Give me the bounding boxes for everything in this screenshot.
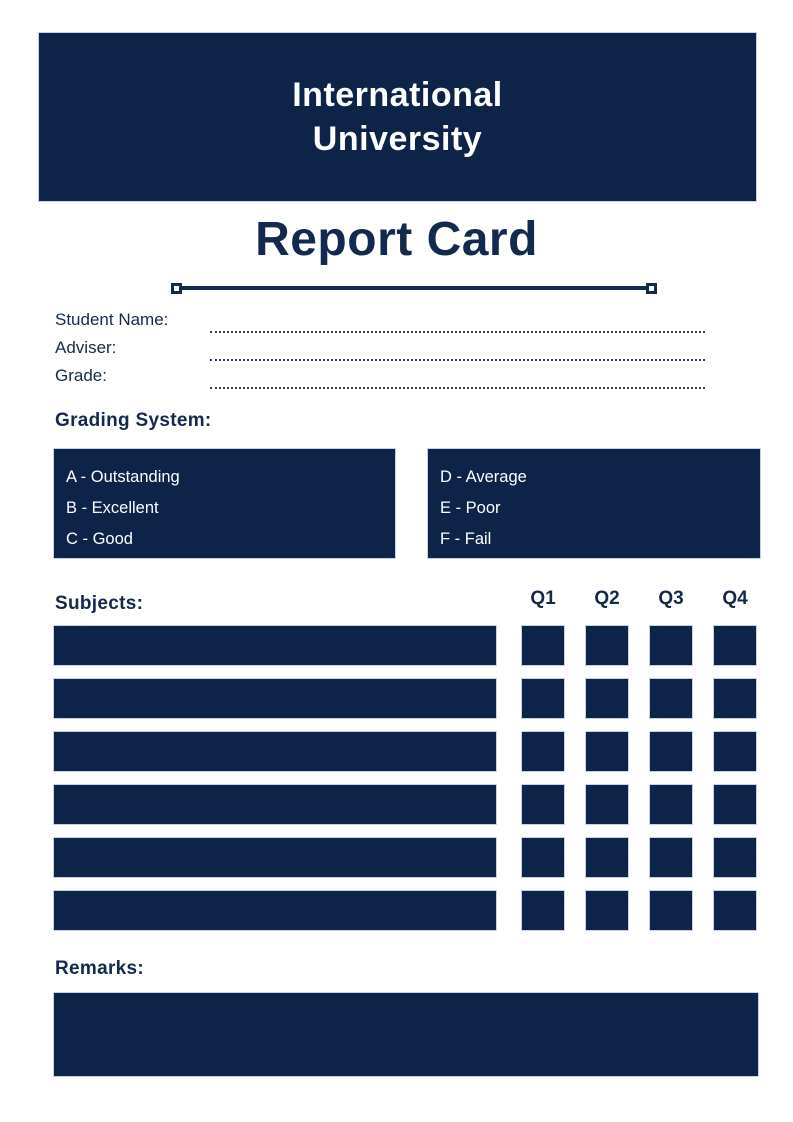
q3-grade-cell[interactable] [649,890,693,931]
q2-grade-cell[interactable] [585,625,629,666]
subject-row [53,784,759,825]
q3-grade-cell[interactable] [649,625,693,666]
grading-item-d: D - Average [440,468,527,486]
subject-name-cell[interactable] [53,784,497,825]
q2-grade-cell[interactable] [585,731,629,772]
q2-grade-cell[interactable] [585,784,629,825]
grading-legend-box-left [53,448,396,559]
grading-item-a: A - Outstanding [66,468,180,486]
remarks-field[interactable] [53,992,759,1077]
quarter-header-row [53,588,759,610]
divider-endpoint-right [646,283,657,294]
quarter-header-q4: Q4 [722,588,748,609]
student-info-section [55,305,705,389]
divider-endpoint-left [171,283,182,294]
university-name-line1: International [292,76,503,114]
subject-row [53,731,759,772]
quarter-header-q1: Q1 [530,588,556,609]
subject-name-cell[interactable] [53,890,497,931]
q2-grade-cell[interactable] [585,837,629,878]
grade-field[interactable] [210,367,705,389]
subject-name-cell[interactable] [53,678,497,719]
q4-grade-cell[interactable] [713,837,757,878]
grading-system-heading: Grading System: [55,410,212,431]
grade-row [55,361,705,389]
quarter-header-spacer [53,588,497,610]
grade-label: Grade: [55,366,107,385]
title-divider-line [177,286,651,290]
subject-row [53,837,759,878]
q4-grade-cell[interactable] [713,625,757,666]
subject-row [53,678,759,719]
grading-item-e: E - Poor [440,499,501,517]
subject-name-cell[interactable] [53,837,497,878]
subject-name-cell[interactable] [53,625,497,666]
student-name-field[interactable] [210,311,705,333]
q1-grade-cell[interactable] [521,678,565,719]
q2-grade-cell[interactable] [585,678,629,719]
grading-item-c: C - Good [66,530,133,548]
student-name-label: Student Name: [55,310,169,329]
q3-grade-cell[interactable] [649,784,693,825]
q4-grade-cell[interactable] [713,731,757,772]
q3-grade-cell[interactable] [649,837,693,878]
q1-grade-cell[interactable] [521,784,565,825]
q1-grade-cell[interactable] [521,890,565,931]
q4-grade-cell[interactable] [713,678,757,719]
subject-row [53,625,759,666]
grading-legend-box-right [427,448,761,559]
subjects-heading: Subjects: [55,593,144,614]
q3-grade-cell[interactable] [649,731,693,772]
q1-grade-cell[interactable] [521,837,565,878]
grading-item-f: F - Fail [440,530,492,548]
q4-grade-cell[interactable] [713,890,757,931]
q4-grade-cell[interactable] [713,784,757,825]
student-name-row [55,305,705,333]
adviser-label: Adviser: [55,338,117,357]
quarter-header-q3: Q3 [658,588,684,609]
university-name-line2: University [312,120,483,158]
university-header-banner [38,32,757,202]
q2-grade-cell[interactable] [585,890,629,931]
subjects-grid [53,625,759,943]
q1-grade-cell[interactable] [521,625,565,666]
q3-grade-cell[interactable] [649,678,693,719]
page-title: Report Card [255,213,538,266]
adviser-row [55,333,705,361]
remarks-heading: Remarks: [55,958,145,979]
quarter-header-q2: Q2 [594,588,620,609]
grading-item-b: B - Excellent [66,499,159,517]
subject-row [53,890,759,931]
subject-name-cell[interactable] [53,731,497,772]
q1-grade-cell[interactable] [521,731,565,772]
adviser-field[interactable] [210,339,705,361]
